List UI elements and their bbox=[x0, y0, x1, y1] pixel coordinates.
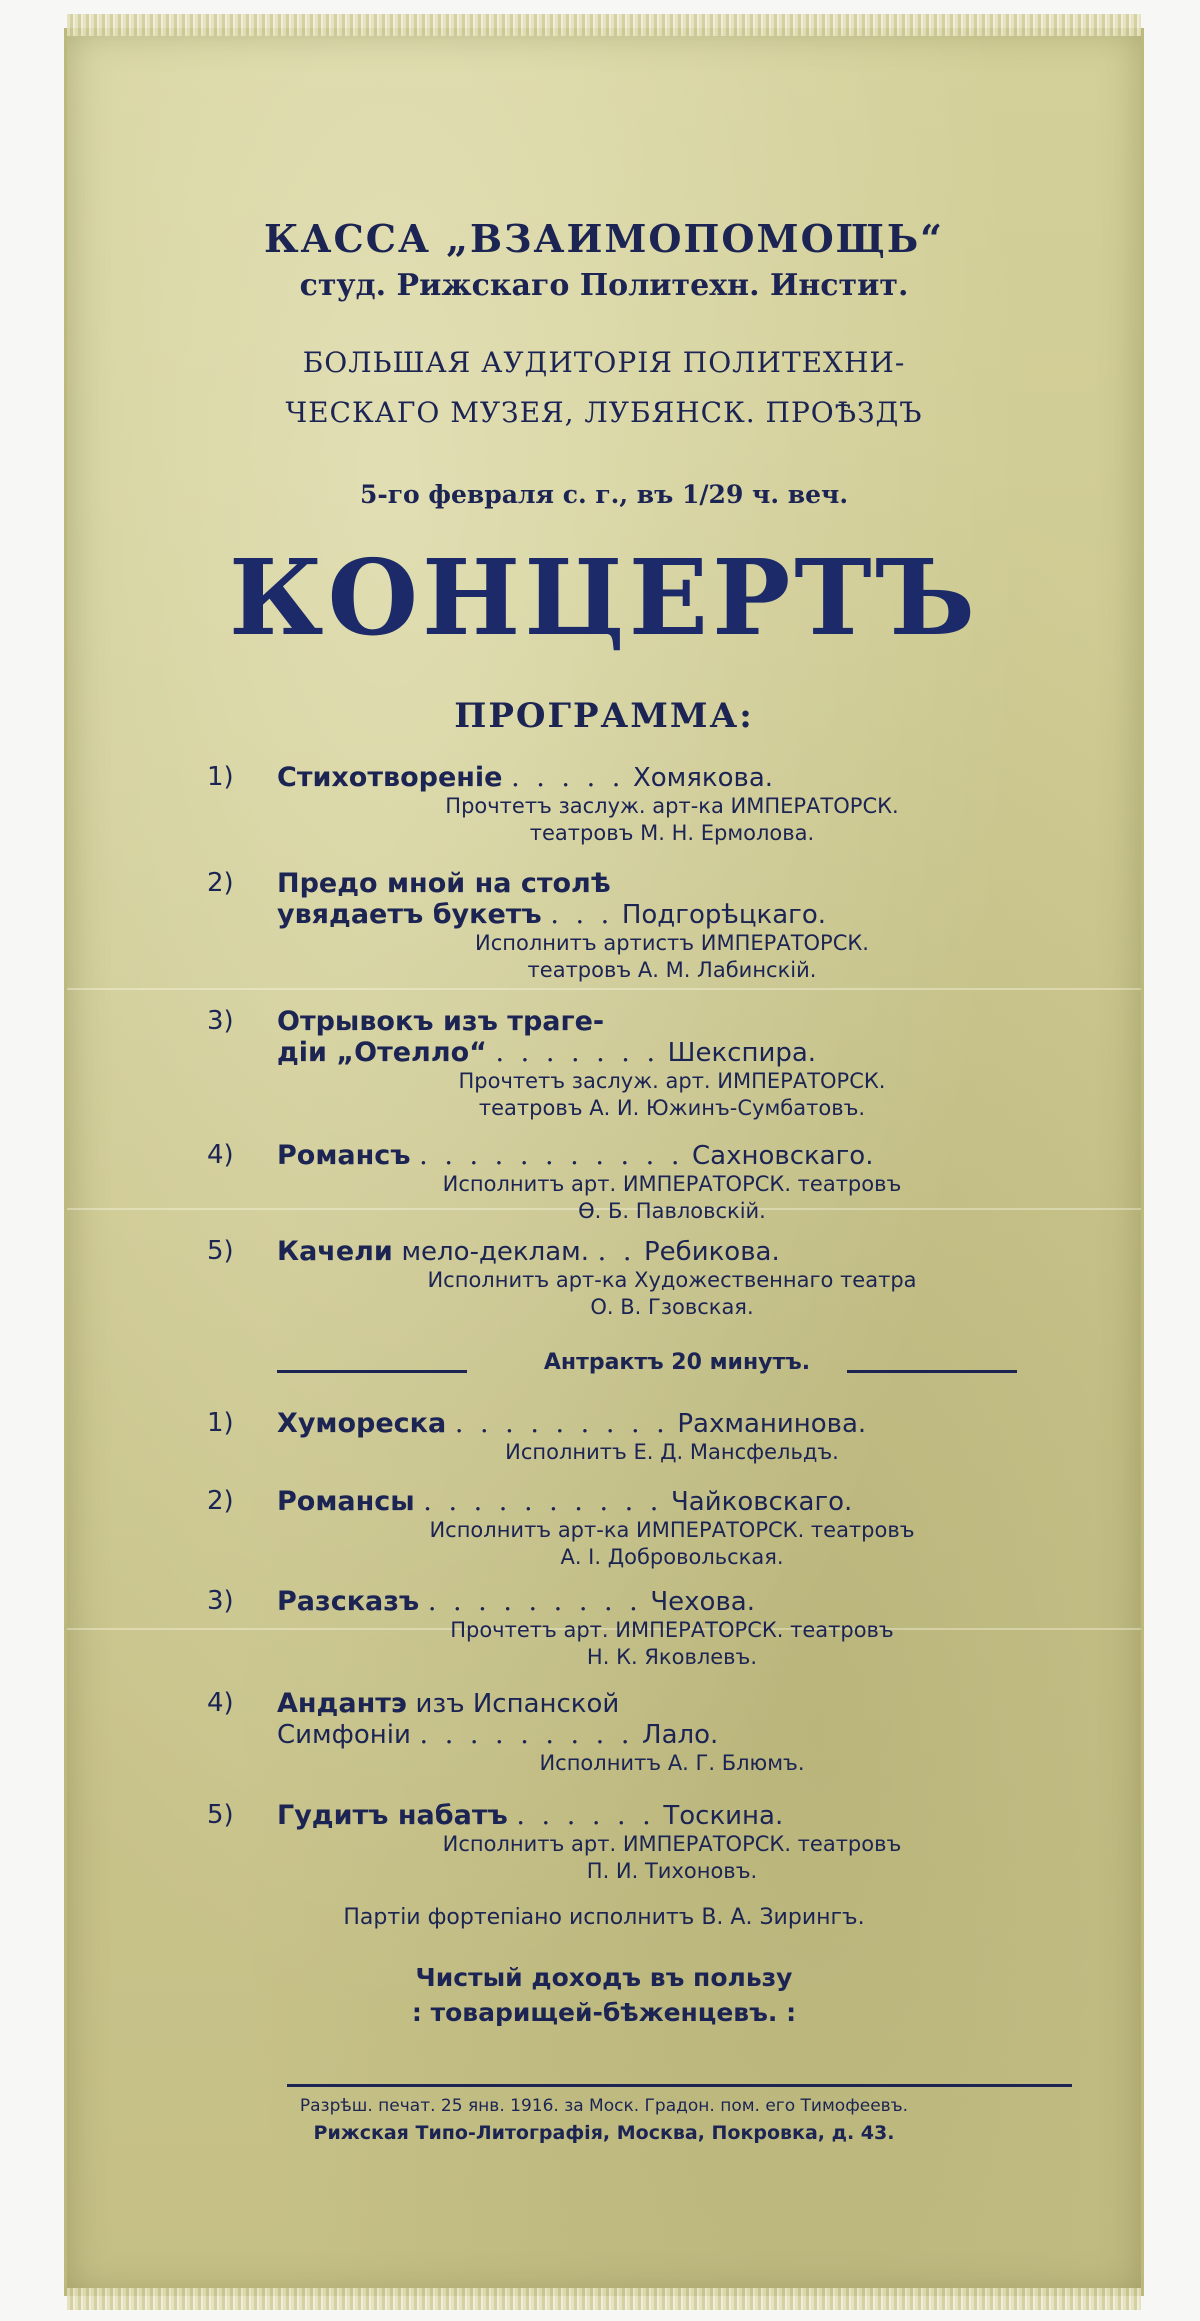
program-item bbox=[207, 1408, 1077, 1466]
program-heading: ПРОГРАММА: bbox=[454, 696, 754, 736]
program-item bbox=[207, 1800, 1077, 1885]
item-number: 4) bbox=[207, 1688, 234, 1718]
performer-line: Исполнитъ арт-ка Художественнаго театра bbox=[427, 1268, 917, 1292]
program-item bbox=[207, 1486, 1077, 1571]
leader-dots: . . . . . . . . . bbox=[454, 1408, 669, 1439]
performer-line: Прочтетъ заслуж. арт-ка ИМПЕРАТОРСК. bbox=[445, 794, 899, 818]
performer-name: театровъ А. М. Лабинскій. bbox=[527, 958, 817, 982]
work-title: Романсы bbox=[277, 1486, 415, 1517]
composer: Сахновскаго. bbox=[692, 1141, 874, 1171]
silk-program-ribbon bbox=[64, 28, 1144, 2296]
concert-date: 5-го февраля с. г., въ 1/29 ч. веч. bbox=[359, 480, 849, 509]
institute-line: студ. Рижскаго Политехн. Инстит. bbox=[299, 268, 909, 303]
leader-dots: . . . bbox=[550, 899, 614, 930]
work-genre: мело-деклам. bbox=[401, 1237, 590, 1267]
performer-name: А. І. Добровольская. bbox=[560, 1545, 784, 1569]
footer-rule bbox=[287, 2084, 1072, 2087]
top-fringe bbox=[67, 14, 1141, 36]
leader-dots: . . . . . . . . . . bbox=[423, 1486, 663, 1517]
performer-line: Исполнитъ арт-ка ИМПЕРАТОРСК. театровъ bbox=[429, 1518, 915, 1542]
program-item bbox=[207, 1586, 1077, 1671]
proceeds-note-line1: Чистый доходъ въ пользу bbox=[415, 1963, 793, 1992]
work-title: Отрывокъ изъ траге- bbox=[277, 1006, 605, 1037]
program-item bbox=[207, 762, 1077, 847]
program-item bbox=[207, 868, 1077, 984]
program-item bbox=[207, 1688, 1077, 1777]
composer: Чайковскаго. bbox=[670, 1487, 853, 1517]
composer: Ребикова. bbox=[644, 1237, 780, 1267]
work-source: изъ Испанской bbox=[415, 1689, 620, 1719]
performer-line: Исполнитъ Е. Д. Мансфельдъ. bbox=[505, 1440, 839, 1464]
performer-name: О. В. Гзовская. bbox=[590, 1295, 754, 1319]
performer-line: Исполнитъ артистъ ИМПЕРАТОРСК. bbox=[475, 931, 869, 955]
item-number: 2) bbox=[207, 1486, 234, 1516]
work-title: Романсъ bbox=[277, 1140, 411, 1171]
leader-dots: . . bbox=[597, 1236, 636, 1267]
work-title-cont: увядаетъ букетъ bbox=[277, 899, 542, 930]
program-item bbox=[207, 1140, 1077, 1225]
piano-accompanist: Партіи фортепіано исполнитъ В. А. Зирингъ. bbox=[343, 1905, 865, 1930]
censorship-permit: Разрѣш. печат. 25 янв. 1916. за Моск. Градон. пом. его Тимофеевъ. bbox=[299, 2096, 909, 2116]
work-title: Качели bbox=[277, 1236, 393, 1267]
venue-line-2: ЧЕСКАГО МУЗЕЯ, ЛУБЯНСК. ПРОѢЗДЪ bbox=[285, 396, 923, 429]
performer-name: П. И. Тихоновъ. bbox=[586, 1859, 758, 1883]
intermission-label: Антрактъ 20 минутъ. bbox=[543, 1350, 811, 1375]
intermission-rule-right bbox=[847, 1370, 1017, 1373]
work-title-cont: Симфоніи bbox=[277, 1720, 411, 1750]
composer: Лало. bbox=[642, 1720, 719, 1750]
fabric-crease bbox=[67, 988, 1141, 990]
bottom-fringe bbox=[67, 2288, 1141, 2310]
composer: Рахманинова. bbox=[677, 1409, 867, 1439]
composer: Чехова. bbox=[650, 1587, 755, 1617]
composer: Тоскина. bbox=[663, 1801, 784, 1831]
proceeds-note-line2: : товарищей-бѣженцевъ. : bbox=[411, 1998, 797, 2027]
composer: Хомякова. bbox=[632, 763, 774, 793]
work-title: Предо мной на столѣ bbox=[277, 868, 611, 899]
performer-name: Н. К. Яковлевъ. bbox=[586, 1645, 758, 1669]
work-title: Гудитъ набатъ bbox=[277, 1800, 508, 1831]
performer-line: Прочтетъ заслуж. арт. ИМПЕРАТОРСК. bbox=[458, 1069, 886, 1093]
item-number: 3) bbox=[207, 1586, 234, 1616]
performer-name: театровъ А. И. Южинъ-Сумбатовъ. bbox=[478, 1096, 866, 1120]
venue-line-1: БОЛЬШАЯ АУДИТОРІЯ ПОЛИТЕХНИ- bbox=[302, 346, 906, 379]
composer: Шекспира. bbox=[667, 1038, 817, 1068]
performer-name: Ѳ. Б. Павловскій. bbox=[578, 1199, 766, 1223]
item-number: 3) bbox=[207, 1006, 234, 1036]
concert-title: КОНЦЕРТЪ bbox=[228, 536, 980, 659]
performer-line: Прочтетъ арт. ИМПЕРАТОРСК. театровъ bbox=[450, 1618, 894, 1642]
item-number: 1) bbox=[207, 1408, 234, 1438]
work-title: Разсказъ bbox=[277, 1586, 420, 1617]
printer-imprint: Рижская Типо-Литографія, Москва, Покровка, д. 43. bbox=[313, 2122, 895, 2144]
work-title: Стихотвореніе bbox=[277, 762, 503, 793]
item-number: 2) bbox=[207, 868, 234, 898]
performer-line: Исполнитъ А. Г. Блюмъ. bbox=[539, 1751, 805, 1775]
item-number: 1) bbox=[207, 762, 234, 792]
program-item bbox=[207, 1006, 1077, 1122]
composer: Подгорѣцкаго. bbox=[621, 900, 826, 930]
leader-dots: . . . . . bbox=[511, 762, 625, 793]
item-number: 4) bbox=[207, 1140, 234, 1170]
leader-dots: . . . . . . . . . bbox=[419, 1719, 634, 1750]
leader-dots: . . . . . . . . . . . bbox=[419, 1140, 684, 1171]
work-title: Хумореска bbox=[277, 1408, 447, 1439]
leader-dots: . . . . . . bbox=[516, 1800, 655, 1831]
program-item bbox=[207, 1236, 1077, 1321]
performer-line: Исполнитъ арт. ИМПЕРАТОРСК. театровъ bbox=[442, 1832, 902, 1856]
work-title-cont: діи „Отелло“ bbox=[277, 1037, 487, 1068]
work-title: Андантэ bbox=[277, 1688, 407, 1719]
leader-dots: . . . . . . . bbox=[495, 1037, 660, 1068]
cashbox-title: КАССА „ВЗАИМОПОМОЩЬ“ bbox=[263, 216, 945, 261]
performer-name: театровъ М. Н. Ермолова. bbox=[529, 821, 815, 845]
performer-line: Исполнитъ арт. ИМПЕРАТОРСК. театровъ bbox=[442, 1172, 902, 1196]
leader-dots: . . . . . . . . . bbox=[427, 1586, 642, 1617]
item-number: 5) bbox=[207, 1800, 234, 1830]
item-number: 5) bbox=[207, 1236, 234, 1266]
